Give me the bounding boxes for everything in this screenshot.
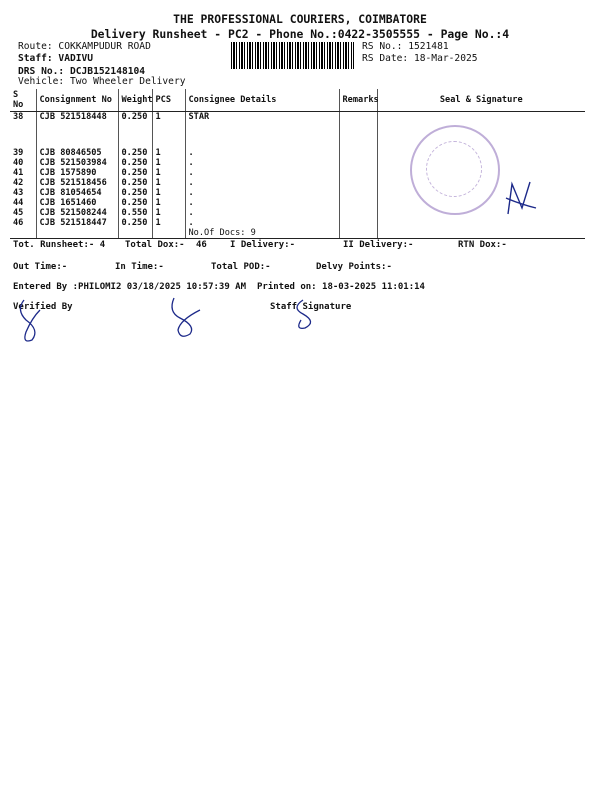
- entry-signature: [160, 296, 210, 340]
- cell-pcs: 1: [152, 218, 185, 228]
- tot-runsheet: Tot. Runsheet:- 4: [13, 240, 106, 250]
- cell-weight: 0.250: [118, 112, 152, 123]
- runsheet-subtitle: Delivery Runsheet - PC2 - Phone No.:0422-3505555 - Page No.:4: [90, 27, 510, 41]
- cell-weight: 0.250: [118, 178, 152, 188]
- consignee-signature: [500, 178, 540, 220]
- company-title: THE PROFESSIONAL COURIERS, COIMBATORE: [173, 12, 427, 26]
- vehicle-label: Vehicle: Two Wheeler Delivery: [18, 76, 186, 87]
- staff-signature-mark: [285, 296, 321, 334]
- cell-pcs: 1: [152, 198, 185, 208]
- staff-label: Staff: VADIVU: [18, 53, 94, 64]
- out-time: Out Time:-: [13, 262, 68, 272]
- cell-sno: 44: [13, 198, 24, 208]
- cell-consignee: .: [185, 188, 339, 198]
- cell-weight: 0.250: [118, 218, 152, 228]
- col-consignment: Consignment No: [36, 89, 118, 112]
- table-header-row: [10, 89, 585, 112]
- cell-consignment: CJB 521518447: [36, 218, 118, 228]
- docs-count: No.Of Docs: 9: [185, 228, 339, 239]
- col-weight: Weight: [118, 89, 152, 112]
- cell-pcs: 1: [152, 208, 185, 218]
- cell-sno: 38: [13, 112, 24, 122]
- cell-consignment: CJB 521503984: [36, 158, 118, 168]
- barcode: [231, 42, 354, 69]
- in-time: In Time:-: [115, 262, 164, 272]
- cell-consignment: CJB 80846505: [36, 148, 118, 158]
- table-row: [10, 112, 585, 123]
- cell-pcs: 1: [152, 112, 185, 123]
- table-row: [10, 198, 585, 208]
- table-row: [10, 218, 585, 228]
- total-dox-label: Total Dox:-: [125, 240, 185, 250]
- cell-sno: 43: [13, 188, 24, 198]
- cell-weight: 0.250: [118, 148, 152, 158]
- cell-consignment: CJB 521518448: [36, 112, 118, 123]
- cell-seal: [377, 112, 585, 123]
- cell-sno: 45: [13, 208, 24, 218]
- table-row: [10, 208, 585, 218]
- cell-pcs: 1: [152, 188, 185, 198]
- col-pcs: PCS: [152, 89, 185, 112]
- total-pod: Total POD:-: [211, 262, 271, 272]
- table-row: [10, 148, 585, 158]
- cell-consignee: STAR: [185, 112, 339, 123]
- cell-pcs: 1: [152, 178, 185, 188]
- cell-consignee: .: [185, 198, 339, 208]
- total-dox-value: 46: [196, 240, 207, 250]
- rs-number: RS No.: 1521481: [362, 41, 449, 52]
- col-consignee: Consignee Details: [185, 89, 339, 112]
- cell-pcs: 1: [152, 168, 185, 178]
- cell-consignee: .: [185, 208, 339, 218]
- route-label: Route: COKKAMPUDUR ROAD: [18, 41, 151, 52]
- cell-consignment: CJB 1575890: [36, 168, 118, 178]
- cell-pcs: 1: [152, 148, 185, 158]
- staff-signature: Staff Signature: [270, 302, 352, 312]
- verifier-signature: [10, 296, 50, 346]
- cell-weight: 0.250: [118, 168, 152, 178]
- ii-delivery: II Delivery:-: [343, 240, 414, 250]
- col-seal: Seal & Signature: [377, 89, 585, 112]
- cell-weight: 0.550: [118, 208, 152, 218]
- printed-on: Printed on: 18-03-2025 11:01:14: [257, 282, 425, 292]
- cell-sno: 39: [13, 148, 24, 158]
- col-sno: S No: [10, 89, 36, 112]
- cell-consignee: .: [185, 178, 339, 188]
- cell-sno: 42: [13, 178, 24, 188]
- delvy-points: Delvy Points:-: [316, 262, 392, 272]
- cell-consignment: CJB 521518456: [36, 178, 118, 188]
- cell-consignment: CJB 81054654: [36, 188, 118, 198]
- cell-sno: 46: [13, 218, 24, 228]
- cell-sno: 40: [13, 158, 24, 168]
- table-row: [10, 188, 585, 198]
- cell-consignee: .: [185, 218, 339, 228]
- cell-weight: 0.250: [118, 188, 152, 198]
- cell-weight: 0.250: [118, 198, 152, 208]
- cell-pcs: 1: [152, 158, 185, 168]
- cell-consignment: CJB 1651460: [36, 198, 118, 208]
- cell-consignee: .: [185, 148, 339, 158]
- cell-consignment: CJB 521508244: [36, 208, 118, 218]
- cell-remarks: [339, 112, 377, 123]
- rtn-dox: RTN Dox:-: [458, 240, 507, 250]
- col-remarks: Remarks: [339, 89, 377, 112]
- seal-stamp-inner: [426, 141, 482, 197]
- cell-weight: 0.250: [118, 158, 152, 168]
- rs-date: RS Date: 18-Mar-2025: [362, 53, 478, 64]
- verified-by: Verified By: [13, 302, 73, 312]
- i-delivery: I Delivery:-: [230, 240, 296, 250]
- entered-by: Entered By :PHILOMI2 03/18/2025 10:57:39 AM: [13, 282, 246, 292]
- spacer-row: [10, 122, 585, 148]
- drs-number: DRS No.: DCJB152148104: [18, 66, 146, 77]
- cell-sno: 41: [13, 168, 24, 178]
- cell-consignee: .: [185, 168, 339, 178]
- cell-consignee: .: [185, 158, 339, 168]
- docs-count-row: [10, 228, 585, 239]
